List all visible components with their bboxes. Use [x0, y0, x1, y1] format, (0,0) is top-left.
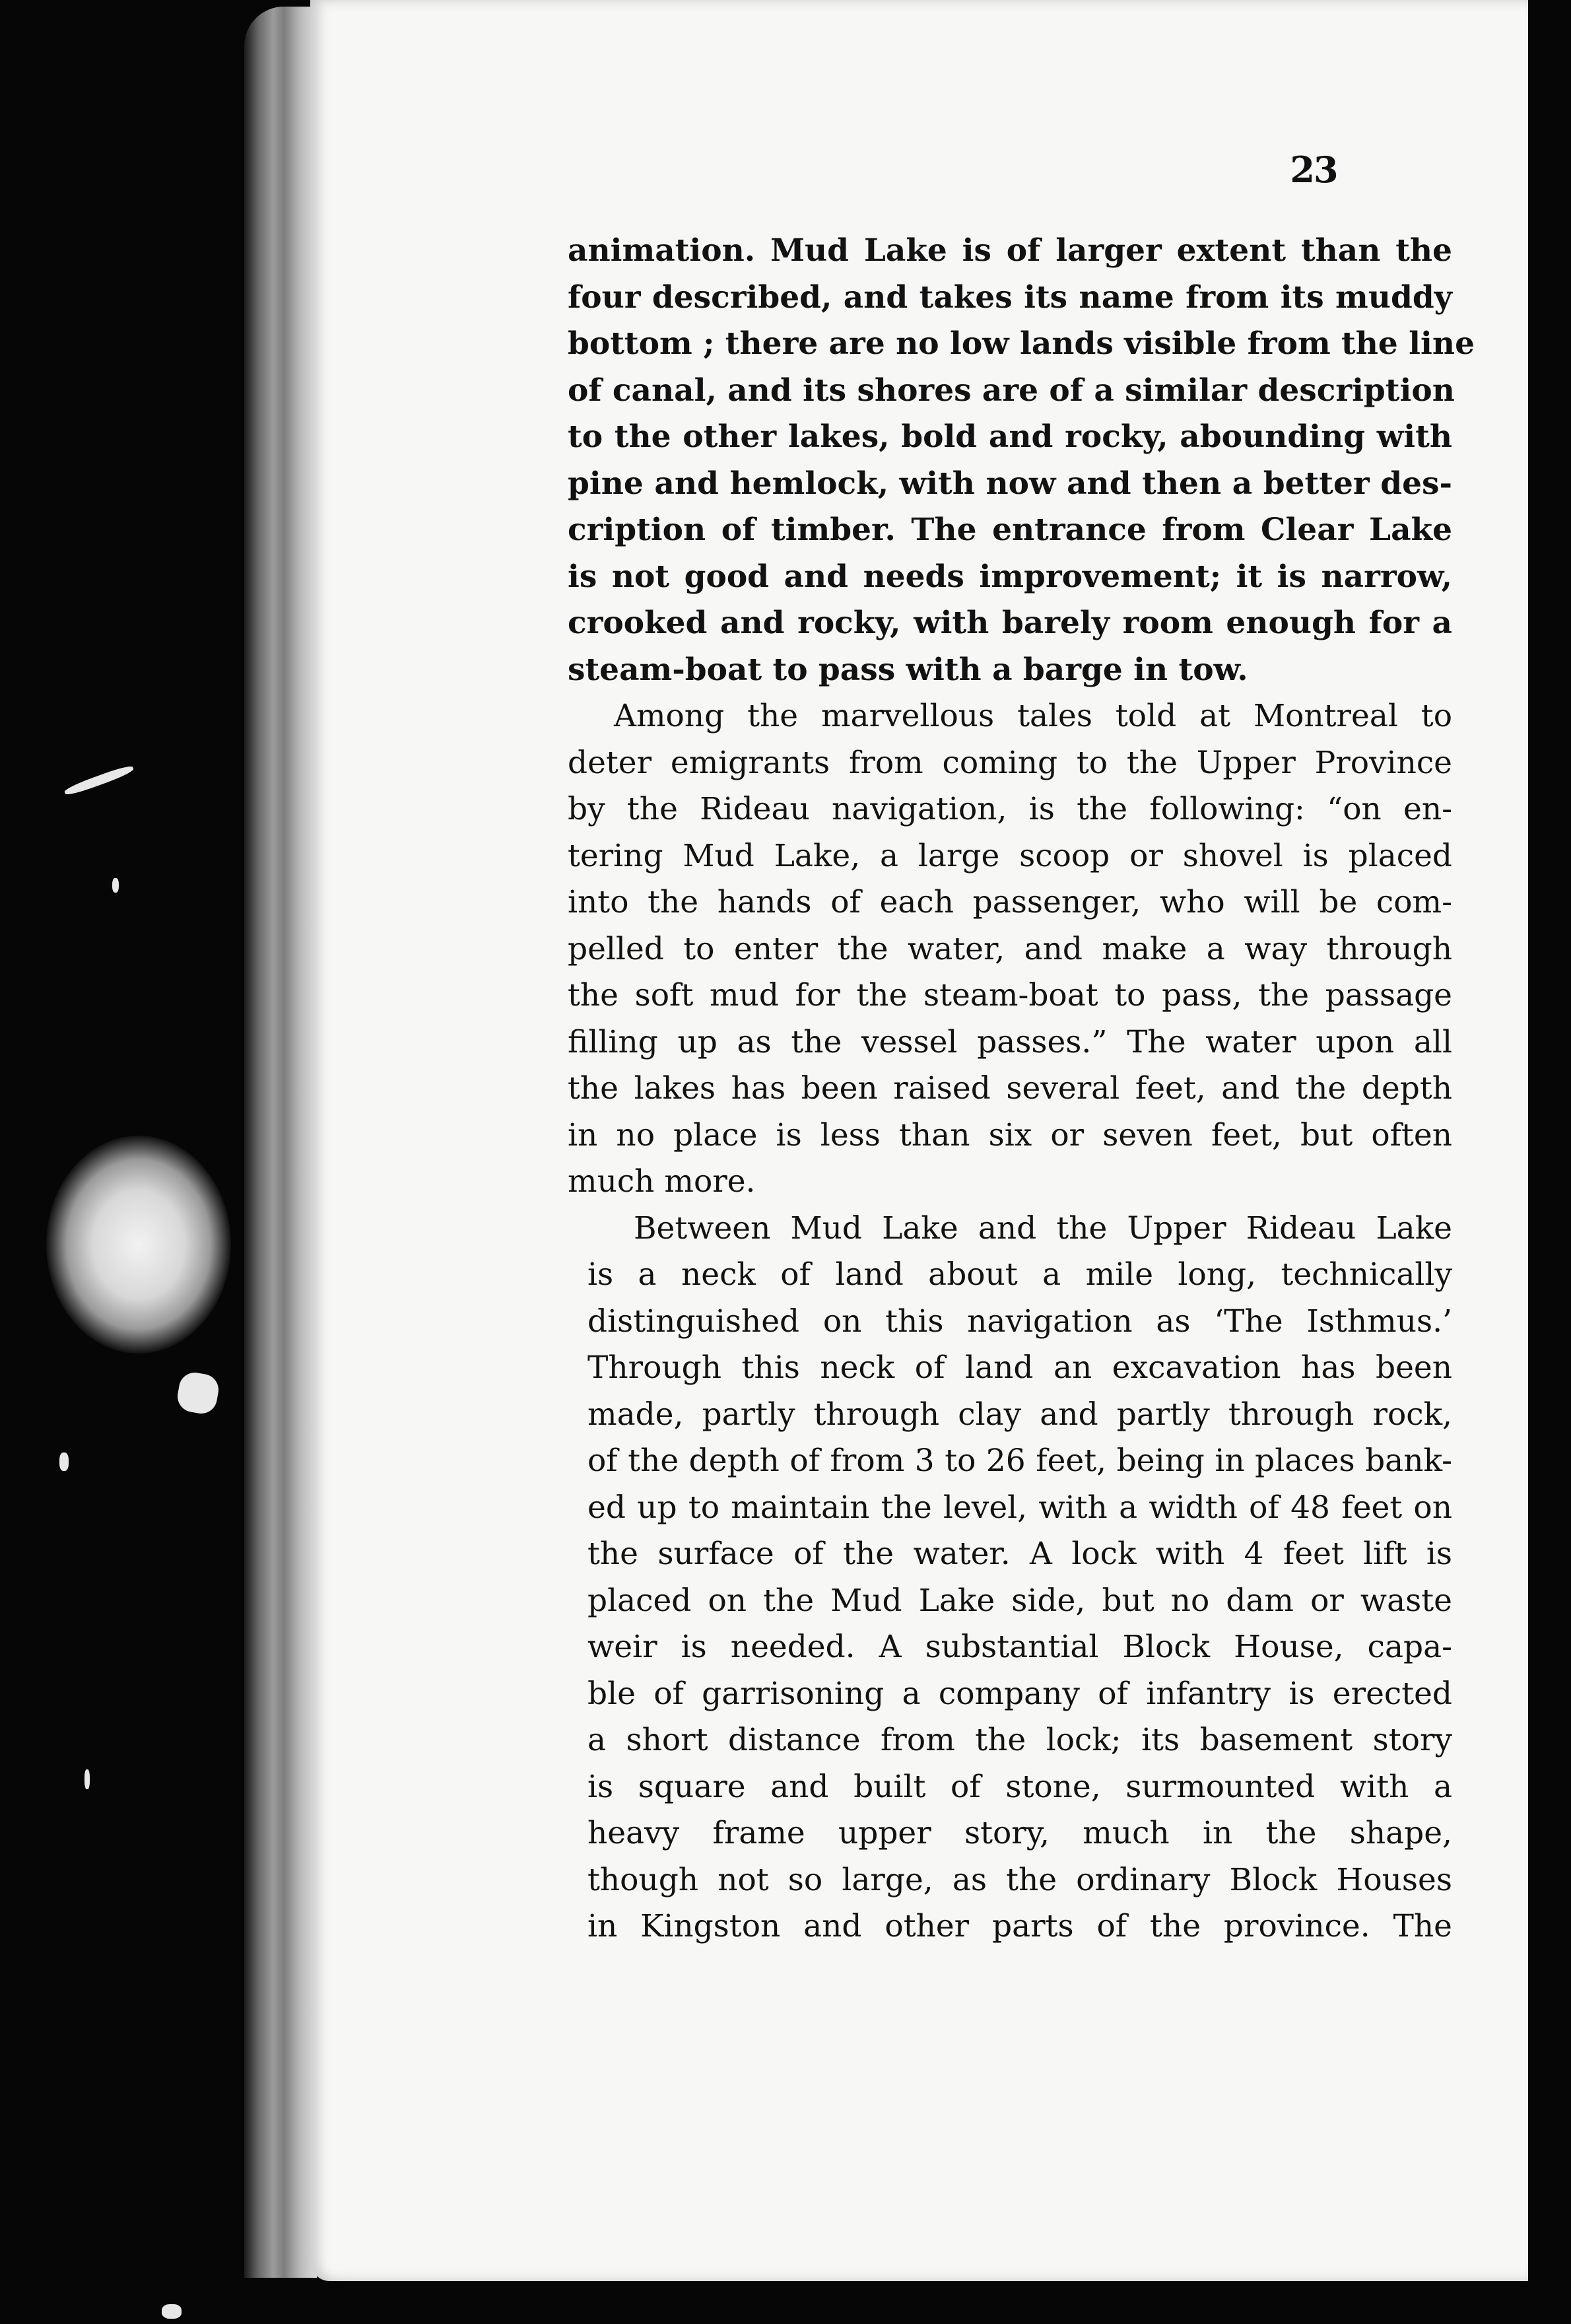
text-line: is not good and needs improvement; it is narrow,: [568, 558, 1452, 595]
text-line: Among the marvellous tales told at Montreal to: [614, 698, 1452, 734]
text-line: filling up as the vessel passes.” The water upon all: [568, 1023, 1452, 1060]
text-line: placed on the Mud Lake side, but no dam or waste: [587, 1582, 1452, 1619]
text-line: in Kingston and other parts of the province. The: [587, 1908, 1452, 1944]
text-line: bottom ; there are no low lands visible from the line: [568, 325, 1475, 362]
text-line: the surface of the water. A lock with 4 feet lift is: [587, 1536, 1452, 1572]
dust-speck: [59, 1452, 69, 1471]
text-line: in no place is less than six or seven feet, but often: [568, 1116, 1452, 1153]
text-line: pine and hemlock, with now and then a better des-: [568, 465, 1452, 502]
paragraph: [568, 693, 1452, 1206]
dust-speck: [112, 878, 119, 893]
text-line: ed up to maintain the level, with a width of 48 feet on: [587, 1489, 1452, 1526]
text-line: of the depth of from 3 to 26 feet, being in places bank-: [587, 1443, 1452, 1479]
dust-speck: [84, 1769, 90, 1789]
text-line: cription of timber. The entrance from Clear Lake: [568, 512, 1452, 548]
text-line: made, partly through clay and partly through rock,: [587, 1396, 1452, 1433]
text-line: heavy frame upper story, much in the shape,: [587, 1815, 1452, 1851]
text-line: the lakes has been raised several feet, and the depth: [568, 1070, 1452, 1107]
text-line: Between Mud Lake and the Upper Rideau Lake: [634, 1210, 1452, 1247]
text-line: distinguished on this navigation as ‘The Isthmus.’: [587, 1303, 1452, 1340]
text-line: four described, and takes its name from its muddy: [568, 279, 1452, 316]
text-line: a short distance from the lock; its basement story: [587, 1722, 1452, 1758]
text-line: though not so large, as the ordinary Block Houses: [587, 1861, 1452, 1898]
text-line: deter emigrants from coming to the Upper Province: [568, 744, 1452, 781]
paper-stain: [46, 1136, 231, 1353]
text-line: into the hands of each passenger, who will be com-: [568, 884, 1452, 920]
dust-speck: [162, 2304, 182, 2319]
text-line: by the Rideau navigation, is the following: “on en-: [568, 791, 1452, 827]
text-line: tering Mud Lake, a large scoop or shovel is placed: [568, 837, 1452, 874]
text-line: animation. Mud Lake is of larger extent than the: [568, 232, 1452, 269]
page-number: 23: [1290, 149, 1337, 191]
paragraph: [568, 228, 1475, 693]
text-line: to the other lakes, bold and rocky, abounding with: [568, 419, 1452, 455]
text-line: crooked and rocky, with barely room enough for a: [568, 605, 1452, 641]
paragraph: [587, 1206, 1452, 1950]
body-text: [568, 228, 1475, 1950]
text-line: ble of garrisoning a company of infantry is erected: [587, 1675, 1452, 1712]
text-line: steam-boat to pass with a barge in tow.: [568, 651, 1248, 688]
text-line: Through this neck of land an excavation has been: [587, 1350, 1452, 1386]
text-line: of canal, and its shores are of a similar description: [568, 372, 1455, 409]
text-line: is a neck of land about a mile long, technically: [587, 1256, 1452, 1293]
text-line: the soft mud for the steam-boat to pass, the passage: [568, 977, 1452, 1013]
text-line: weir is needed. A substantial Block House, capa-: [587, 1629, 1452, 1665]
text-line: is square and built of stone, surmounted with a: [587, 1768, 1452, 1805]
text-line: much more.: [568, 1163, 756, 1200]
text-line: pelled to enter the water, and make a way through: [568, 930, 1452, 967]
page-edge-shadow: [244, 7, 317, 2278]
